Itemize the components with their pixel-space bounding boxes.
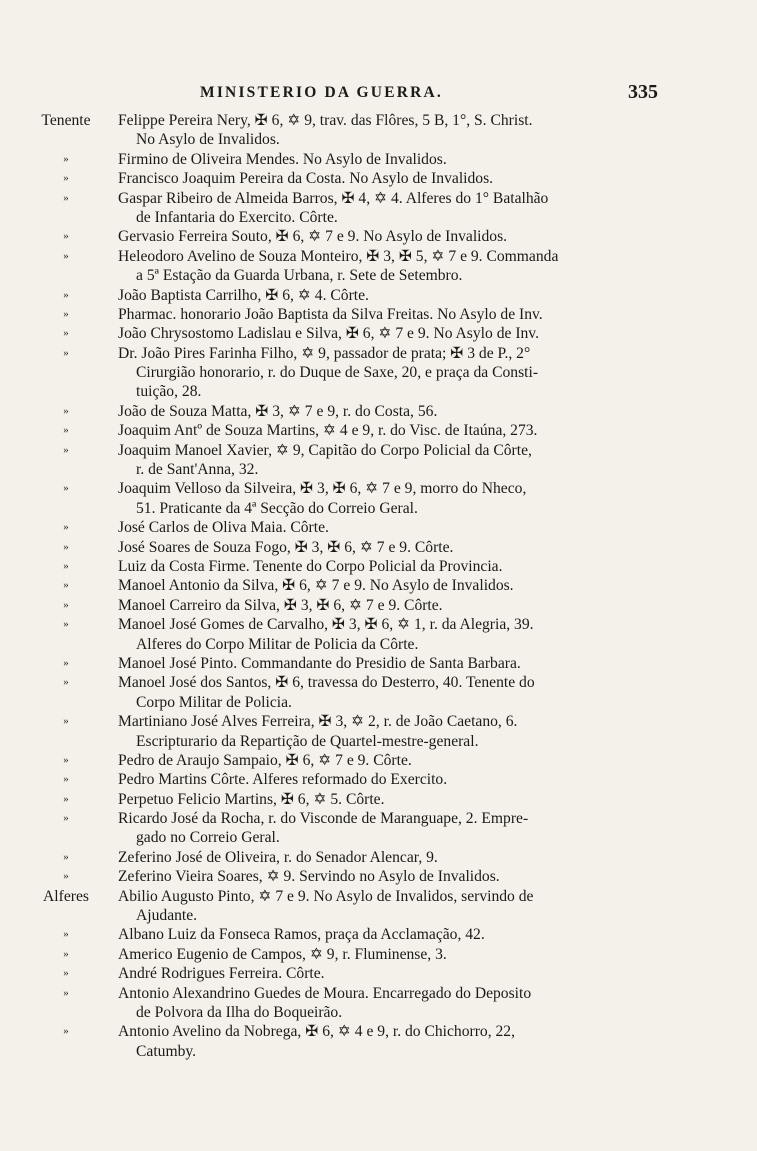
entry-text: gado no Correio Geral.: [136, 829, 280, 847]
entry-text: No Asylo de Invalidos.: [136, 131, 280, 149]
entry-text: Antonio Alexandrino Guedes de Moura. Encarregado do Deposito: [118, 984, 532, 1002]
entry-continuation-line: [0, 382, 757, 401]
entry-text: Firmino de Oliveira Mendes. No Asylo de Invalidos.: [118, 150, 447, 168]
entry-text: Catumby.: [136, 1042, 197, 1060]
entry-text: a 5ª Estação da Guarda Urbana, r. Sete de Setembro.: [136, 267, 463, 285]
ditto-mark: »: [63, 656, 69, 669]
ditto-mark: »: [63, 521, 69, 534]
entry-line: [0, 189, 757, 208]
ditto-mark: »: [63, 191, 69, 204]
entry-text: Perpetuo Felicio Martins, ✠ 6, ✡ 5. Côrte.: [118, 790, 385, 808]
entry-line: [0, 227, 757, 246]
list-item: [0, 615, 757, 654]
entry-text: Americo Eugenio de Campos, ✡ 9, r. Fluminense, 3.: [118, 945, 447, 963]
ditto-mark: »: [63, 288, 69, 301]
list-item: [0, 712, 757, 751]
entry-line: [0, 286, 757, 305]
entry-line: [0, 150, 757, 169]
entry-line: [0, 402, 757, 421]
page-header: [0, 81, 757, 108]
ditto-mark: »: [63, 773, 69, 786]
entry-line: [0, 576, 757, 595]
entry-text: Dr. João Pires Farinha Filho, ✡ 9, passador de prata; ✠ 3 de P., 2°: [118, 344, 531, 362]
entry-line: [0, 770, 757, 789]
list-item: [0, 576, 757, 595]
entry-text: Joaquim Antº de Souza Martins, ✡ 4 e 9, r. do Visc. de Itaúna, 273.: [118, 422, 538, 440]
officer-list: [0, 111, 757, 1061]
list-item: [0, 324, 757, 343]
ditto-mark: »: [63, 579, 69, 592]
entry-line: [0, 945, 757, 964]
ditto-mark: »: [63, 715, 69, 728]
entry-line: [0, 790, 757, 809]
entry-text: João de Souza Matta, ✠ 3, ✡ 7 e 9, r. do Costa, 56.: [118, 402, 438, 420]
entry-text: Escripturario da Repartição de Quartel-mestre-general.: [136, 732, 479, 750]
entry-continuation-line: [0, 208, 757, 227]
entry-line: [0, 324, 757, 343]
list-item: [0, 867, 757, 886]
entry-line: [0, 615, 757, 634]
entry-continuation-line: [0, 130, 757, 149]
list-item: [0, 538, 757, 557]
entry-text: Pedro de Araujo Sampaio, ✠ 6, ✡ 7 e 9. Côrte.: [118, 751, 412, 769]
entry-text: Alferes do Corpo Militar de Policia da Côrte.: [136, 635, 419, 653]
ditto-mark: »: [63, 172, 69, 185]
list-item: [0, 596, 757, 615]
list-item: [0, 150, 757, 169]
entry-line: [0, 673, 757, 692]
entry-line: [0, 712, 757, 731]
list-item: [0, 189, 757, 228]
ditto-mark: »: [63, 346, 69, 359]
list-item: [0, 169, 757, 188]
ditto-mark: »: [63, 676, 69, 689]
list-item: [0, 518, 757, 537]
ditto-mark: »: [63, 443, 69, 456]
list-item: [0, 770, 757, 789]
list-item: [0, 557, 757, 576]
entry-line: [0, 557, 757, 576]
entry-text: Antonio Avelino da Nobrega, ✠ 6, ✡ 4 e 9, r. do Chichorro, 22,: [118, 1023, 515, 1041]
entry-text: José Soares de Souza Fogo, ✠ 3, ✠ 6, ✡ 7 e 9. Côrte.: [118, 538, 454, 556]
list-item: [0, 1022, 757, 1061]
list-item: [0, 479, 757, 518]
entry-text: Pharmac. honorario João Baptista da Silva Freitas. No Asylo de Inv.: [118, 305, 543, 323]
ditto-mark: »: [63, 404, 69, 417]
entry-line: [0, 964, 757, 983]
entry-line: [0, 867, 757, 886]
entry-continuation-line: [0, 635, 757, 654]
entry-continuation-line: [0, 828, 757, 847]
list-item: [0, 286, 757, 305]
entry-text: Joaquim Manoel Xavier, ✡ 9, Capitão do Corpo Policial da Côrte,: [118, 441, 532, 459]
entry-text: Ricardo José da Rocha, r. do Visconde de Maranguape, 2. Empre-: [118, 810, 529, 828]
list-item: [0, 984, 757, 1023]
entry-text: Francisco Joaquim Pereira da Costa. No Asylo de Invalidos.: [118, 170, 494, 188]
ditto-mark: »: [63, 850, 69, 863]
entry-continuation-line: [0, 363, 757, 382]
entry-text: de Polvora da Ilha do Boqueirão.: [136, 1003, 343, 1021]
ditto-mark: »: [63, 928, 69, 941]
entry-text: Manoel Antonio da Silva, ✠ 6, ✡ 7 e 9. No Asylo de Invalidos.: [118, 577, 514, 595]
entry-text: Albano Luiz da Fonseca Ramos, praça da Acclamação, 42.: [118, 926, 485, 944]
entry-continuation-line: [0, 499, 757, 518]
ditto-mark: »: [63, 1025, 69, 1038]
entry-line: [0, 538, 757, 557]
entry-line: [0, 518, 757, 537]
entry-text: André Rodrigues Ferreira. Côrte.: [118, 965, 325, 983]
entry-line: [0, 344, 757, 363]
entry-line: [0, 421, 757, 440]
entry-line: [0, 305, 757, 324]
entry-line: [0, 479, 757, 498]
entry-text: Zeferino Vieira Soares, ✡ 9. Servindo no Asylo de Invalidos.: [118, 868, 500, 886]
list-item: [0, 964, 757, 983]
entry-line: [0, 654, 757, 673]
list-item: [0, 421, 757, 440]
entry-text: 51. Praticante da 4ª Secção do Correio Geral.: [136, 499, 418, 517]
page-number: 335: [628, 81, 658, 103]
list-item: [0, 247, 757, 286]
ditto-mark: »: [63, 618, 69, 631]
entry-text: Manoel José Pinto. Commandante do Presidio de Santa Barbara.: [118, 654, 521, 672]
ditto-mark: »: [63, 812, 69, 825]
entry-line: [0, 596, 757, 615]
entry-text: Martiniano José Alves Ferreira, ✠ 3, ✡ 2, r. de João Caetano, 6.: [118, 713, 518, 731]
entry-text: Felippe Pereira Nery, ✠ 6, ✡ 9, trav. das Flôres, 5 B, 1°, S. Christ.: [118, 112, 533, 129]
list-item: [0, 654, 757, 673]
entry-text: Abilio Augusto Pinto, ✡ 7 e 9. No Asylo de Invalidos, servindo de: [118, 887, 534, 905]
list-item: [0, 344, 757, 402]
ditto-mark: »: [63, 753, 69, 766]
list-item: [0, 402, 757, 421]
ditto-mark: »: [63, 598, 69, 611]
ditto-mark: »: [63, 540, 69, 553]
entry-line: [0, 169, 757, 188]
ditto-mark: »: [63, 947, 69, 960]
entry-text: Joaquim Velloso da Silveira, ✠ 3, ✠ 6, ✡ 7 e 9, morro do Nheco,: [118, 480, 527, 498]
rank-label: Tenente: [41, 112, 91, 129]
entry-text: Zeferino José de Oliveira, r. do Senador Alencar, 9.: [118, 848, 438, 866]
entry-text: Gervasio Ferreira Souto, ✠ 6, ✡ 7 e 9. No Asylo de Invalidos.: [118, 228, 508, 246]
entry-text: Gaspar Ribeiro de Almeida Barros, ✠ 4, ✡ 4. Alferes do 1° Batalhão: [118, 189, 549, 207]
entry-line: [0, 111, 757, 130]
ditto-mark: »: [63, 424, 69, 437]
list-item: [0, 441, 757, 480]
entry-line: [0, 751, 757, 770]
entry-continuation-line: [0, 693, 757, 712]
list-item: [0, 305, 757, 324]
list-item: [0, 111, 757, 150]
entry-line: [0, 887, 757, 906]
list-item: [0, 887, 757, 926]
ditto-mark: »: [63, 230, 69, 243]
list-item: [0, 790, 757, 809]
entry-continuation-line: [0, 266, 757, 285]
ditto-mark: »: [63, 870, 69, 883]
ditto-mark: »: [63, 327, 69, 340]
page-title: MINISTERIO DA GUERRA.: [200, 84, 443, 101]
list-item: [0, 809, 757, 848]
entry-text: r. de Sant'Anna, 32.: [136, 461, 259, 479]
ditto-mark: »: [63, 559, 69, 572]
entry-text: Luiz da Costa Firme. Tenente do Corpo Policial da Provincia.: [118, 557, 503, 575]
entry-text: Manoel Carreiro da Silva, ✠ 3, ✠ 6, ✡ 7 e 9. Côrte.: [118, 596, 443, 614]
ditto-mark: »: [63, 152, 69, 165]
ditto-mark: »: [63, 967, 69, 980]
entry-continuation-line: [0, 732, 757, 751]
list-item: [0, 227, 757, 246]
list-item: [0, 848, 757, 867]
list-item: [0, 925, 757, 944]
entry-line: [0, 1022, 757, 1041]
entry-text: tuição, 28.: [136, 383, 202, 401]
entry-text: Corpo Militar de Policia.: [136, 693, 292, 711]
entry-continuation-line: [0, 460, 757, 479]
ditto-mark: »: [63, 249, 69, 262]
entry-text: Ajudante.: [136, 907, 198, 925]
list-item: [0, 751, 757, 770]
ditto-mark: »: [63, 986, 69, 999]
entry-text: de Infantaria do Exercito. Côrte.: [136, 208, 338, 226]
entry-text: Pedro Martins Côrte. Alferes reformado do Exercito.: [118, 771, 448, 789]
entry-continuation-line: [0, 906, 757, 925]
list-item: [0, 945, 757, 964]
ditto-mark: »: [63, 307, 69, 320]
ditto-mark: »: [63, 792, 69, 805]
entry-text: José Carlos de Oliva Maia. Côrte.: [118, 519, 329, 537]
entry-text: João Baptista Carrilho, ✠ 6, ✡ 4. Côrte.: [118, 286, 369, 304]
list-item: [0, 673, 757, 712]
entry-line: [0, 925, 757, 944]
rank-label: Alferes: [43, 887, 89, 905]
entry-line: [0, 848, 757, 867]
entry-text: Heleodoro Avelino de Souza Monteiro, ✠ 3, ✠ 5, ✡ 7 e 9. Commanda: [118, 247, 559, 265]
entry-line: [0, 441, 757, 460]
entry-continuation-line: [0, 1042, 757, 1061]
entry-text: Manoel José dos Santos, ✠ 6, travessa do Desterro, 40. Tenente do: [118, 674, 535, 692]
entry-text: João Chrysostomo Ladislau e Silva, ✠ 6, ✡ 7 e 9. No Asylo de Inv.: [118, 325, 539, 343]
ditto-mark: »: [63, 482, 69, 495]
entry-line: [0, 984, 757, 1003]
entry-text: Manoel José Gomes de Carvalho, ✠ 3, ✠ 6, ✡ 1, r. da Alegria, 39.: [118, 616, 534, 634]
entry-continuation-line: [0, 1003, 757, 1022]
entry-line: [0, 809, 757, 828]
entry-text: Cirurgião honorario, r. do Duque de Saxe, 20, e praça da Consti-: [136, 364, 539, 382]
entry-line: [0, 247, 757, 266]
